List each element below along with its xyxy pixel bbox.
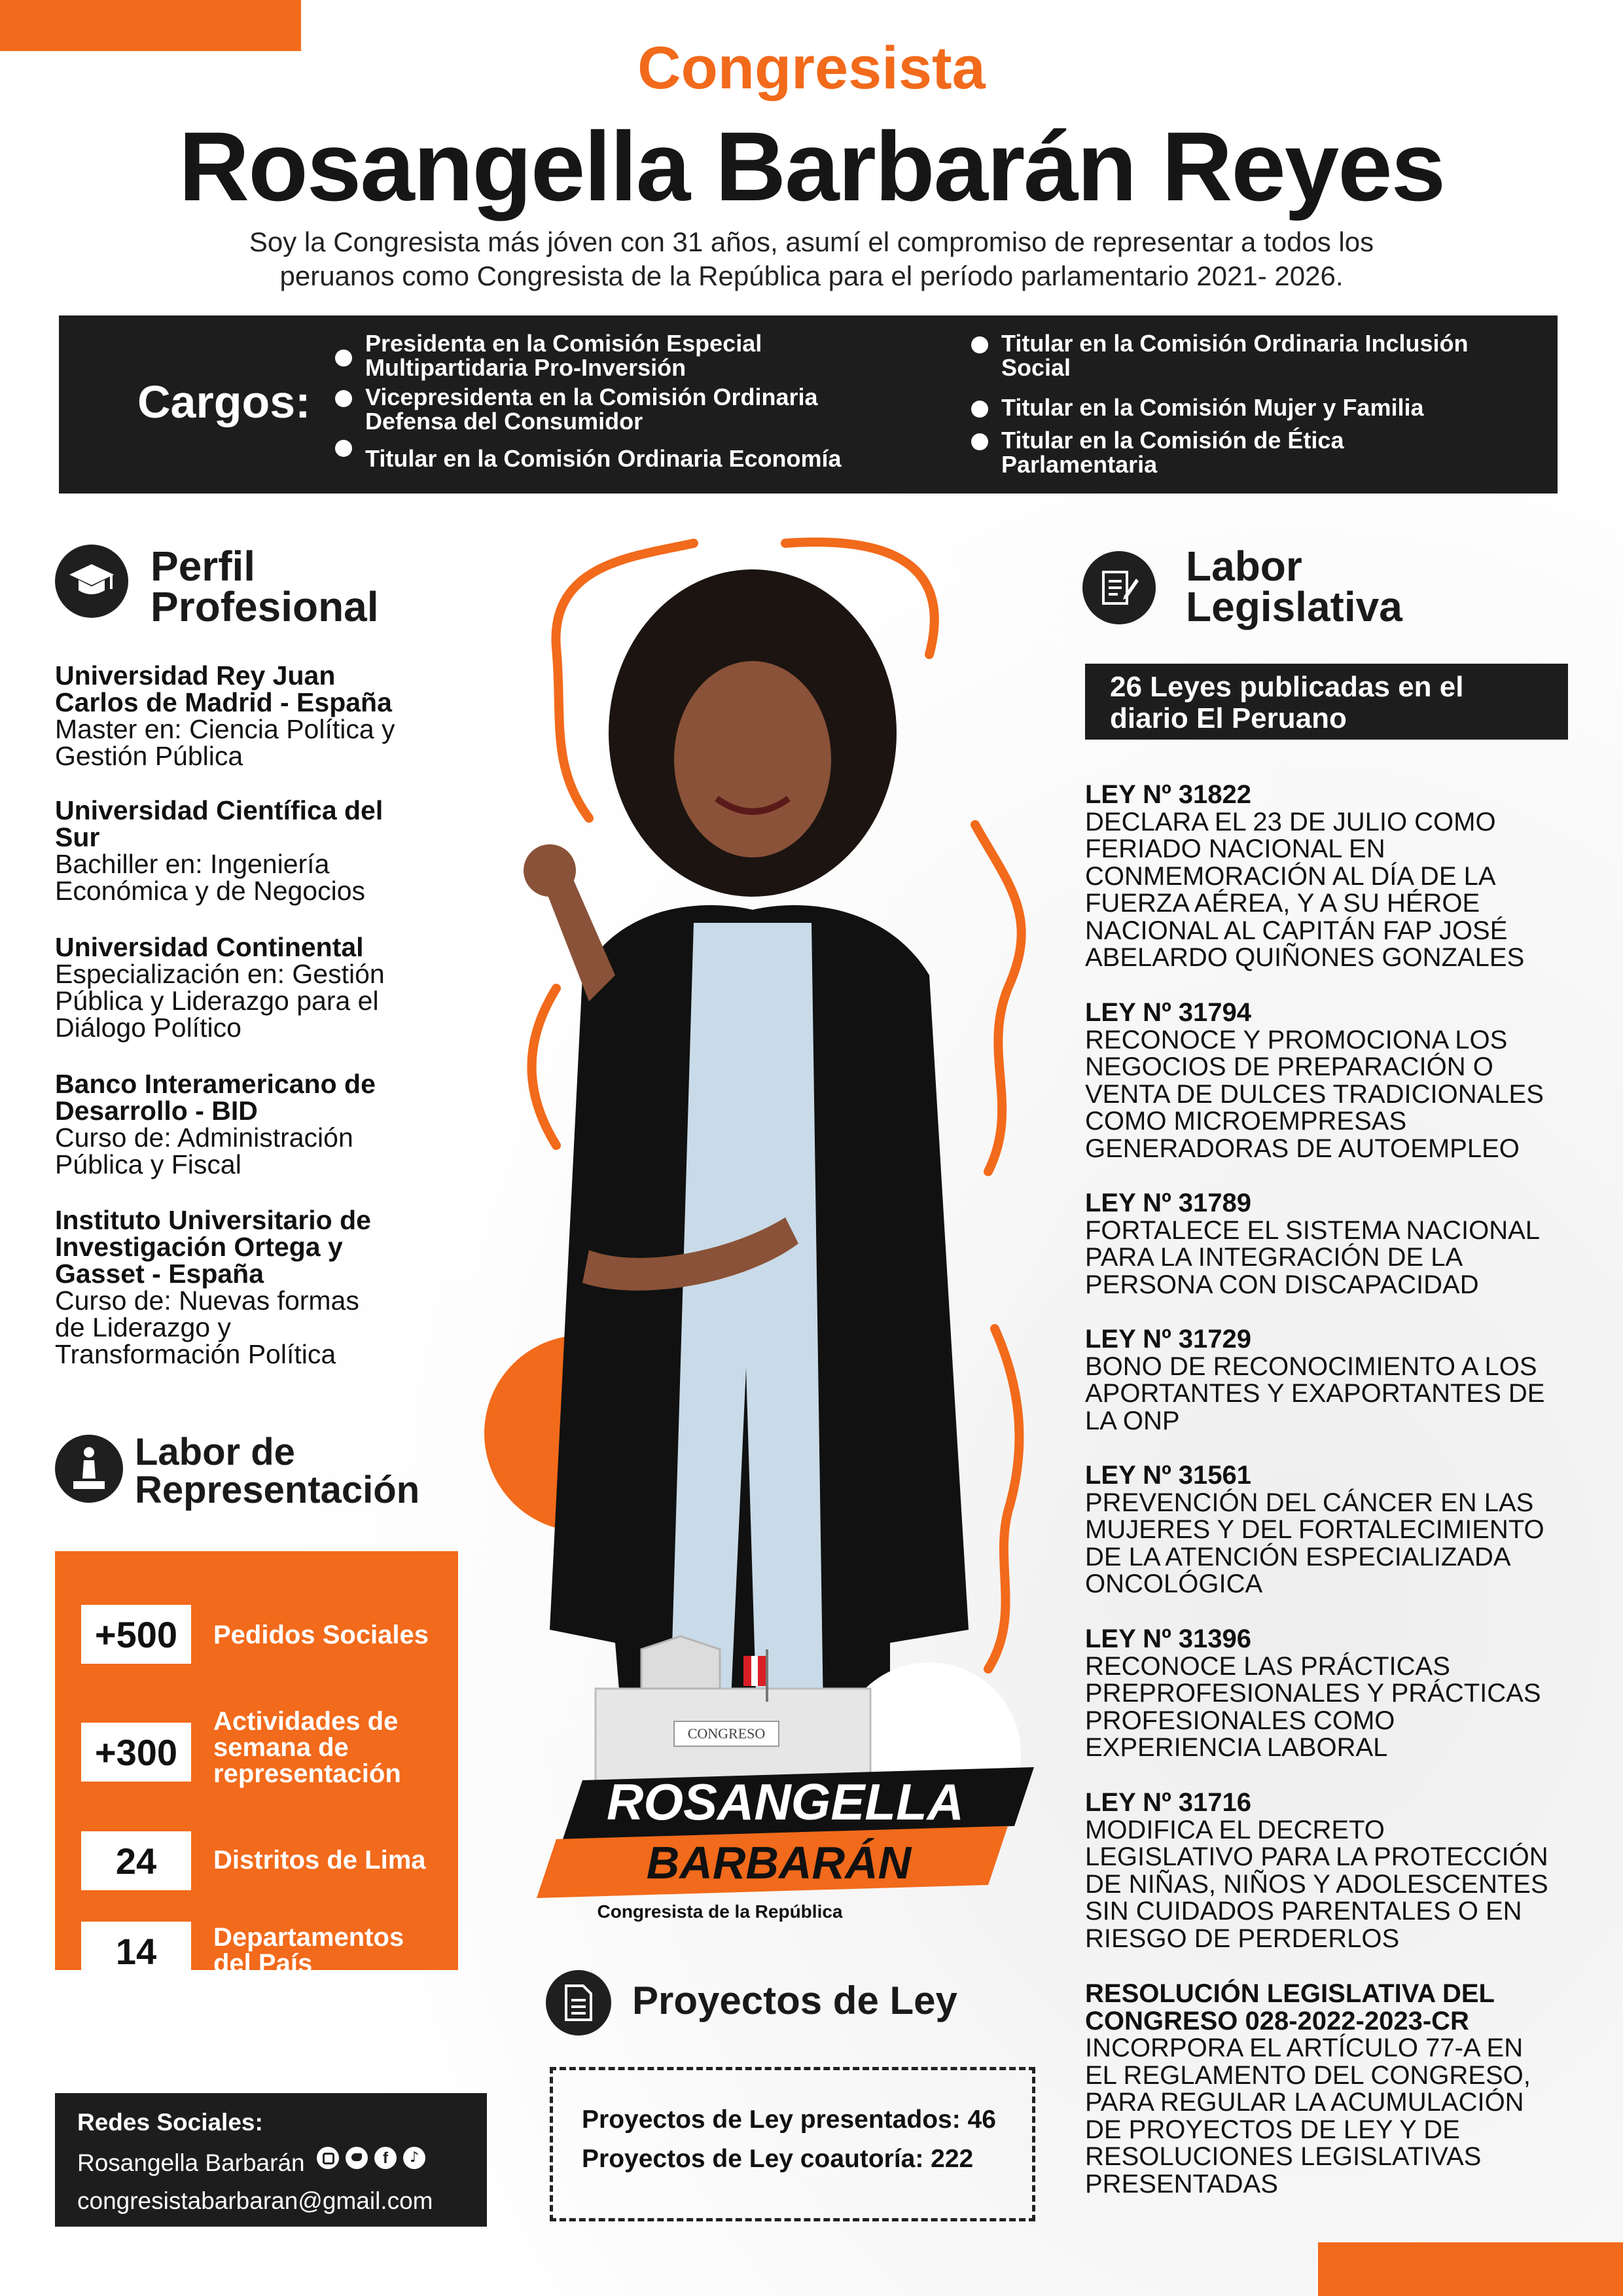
bullet-icon [971,401,988,418]
header-kicker: Congresista [637,35,986,101]
proyectos-title: Proyectos de Ley [632,1979,957,2022]
facebook-icon[interactable]: f [374,2147,397,2169]
stat-label: Departamentos del País [213,1923,404,1978]
cargo-item [365,446,889,471]
education-institution: Banco Interamericano de Desarrollo - BID [55,1069,376,1126]
law-text: INCORPORA EL ARTÍCULO 77-A EN EL REGLAMENTO DEL CONGRESO, PARA REGULAR LA ACUMULACIÓN DE PROYECTOS DE LEY Y DE RESOLUCIONES LEGISLATIVAS PRESENTADAS [1085,2034,1531,2198]
education-item [55,934,435,1041]
tiktok-icon[interactable]: ♪ [403,2147,425,2169]
representacion-title-line: Labor de [135,1431,295,1473]
cargo-item [365,385,863,433]
cargo-text: Titular en la Comisión Ordinaria Economía [365,445,842,472]
law-text: FORTALECE EL SISTEMA NACIONAL PARA LA INTEGRACIÓN DE LA PERSONA CON DISCAPACIDAD [1085,1215,1539,1299]
law-text: PREVENCIÓN DEL CÁNCER EN LAS MUJERES Y DEL FORTALECIMIENTO DE LA ATENCIÓN ESPECIALIZADA ONCOLÓGICA [1085,1488,1544,1598]
cargos-band [59,315,1558,493]
badge-line1: ROSANGELLA [607,1773,964,1831]
legislativa-title-line: Legislativa [1186,583,1402,630]
podium-person-icon [55,1435,123,1503]
bullet-icon [335,350,352,367]
flag-stripe [751,1656,758,1686]
bullet-icon [971,433,988,450]
page-title: Rosangella Barbarán Reyes [178,111,1445,221]
face-shape [674,661,831,857]
corner-accent-bottom-right [1318,2242,1623,2296]
legislativa-title [1186,543,1402,630]
law-text: MODIFICA EL DECRETO LEGISLATIVO PARA LA PROTECCIÓN DE NIÑAS, NIÑOS Y ADOLESCENTES SIN CUIDADOS PARENTALES O EN RIESGO DE PERDERLOS [1085,1815,1548,1953]
edit-document-icon [1082,551,1156,624]
badge-subtitle: Congresista de la República [597,1901,843,1922]
law-number: RESOLUCIÓN LEGISLATIVA DEL CONGRESO 028-2022-2023-CR [1085,1979,1495,2036]
law-item [1085,1190,1556,1299]
law-number: LEY Nº 31789 [1085,1189,1252,1217]
law-item [1085,1326,1556,1435]
law-item [1085,999,1556,1162]
twitter-icon[interactable] [346,2147,368,2169]
proyectos-coautoria: Proyectos de Ley coautoría: 222 [582,2145,974,2173]
law-item [1085,1981,1556,2198]
legislativa-title-line: Labor [1186,543,1302,590]
perfil-title [151,543,379,630]
cargo-item [365,331,784,380]
education-detail: Curso de: Nuevas formas de Liderazgo y Transformación Política [55,1285,359,1369]
perfil-title-line: Perfil [151,543,256,590]
education-institution: Universidad Rey Juan Carlos de Madrid - España [55,660,392,717]
graduation-cap-icon [55,545,128,618]
stat-value: 14 [81,1922,191,1981]
social-handle: Rosangella Barbarán [77,2149,305,2176]
cargo-text: Titular en la Comisión Mujer y Familia [1001,394,1424,421]
stat-value: +300 [81,1723,191,1782]
instagram-icon[interactable] [317,2147,339,2169]
badge-line2: BARBARÁN [646,1837,912,1888]
education-institution: Universidad Científica del Sur [55,795,383,852]
social-panel [55,2093,487,2227]
law-item [1085,1462,1556,1598]
representacion-title-line: Representación [135,1469,420,1511]
education-detail: Master en: Ciencia Política y Gestión Pública [55,714,395,771]
document-icon [546,1970,611,2036]
intro-text [118,225,1505,293]
law-number: LEY Nº 31561 [1085,1461,1252,1490]
cargo-item [1001,428,1420,476]
hand-shape [524,844,576,897]
leyes-highlight [1085,664,1568,740]
law-number: LEY Nº 31716 [1085,1788,1252,1817]
cargos-label: Cargos: [137,376,311,427]
flag-pole [766,1649,768,1702]
cargo-item [1001,331,1486,380]
education-detail: Especialización en: Gestión Pública y Liderazgo para el Diálogo Político [55,959,385,1043]
bullet-icon [335,440,352,457]
education-item [55,662,421,770]
law-text: BONO DE RECONOCIMIENTO A LOS APORTANTES Y EXAPORTANTES DE LA ONP [1085,1352,1545,1435]
proyectos-box [550,2067,1035,2221]
bullet-icon [971,336,988,353]
name-badge [510,1610,1060,1931]
social-title: Redes Sociales: [77,2109,263,2136]
education-item [55,1071,421,1178]
stat-value: +500 [81,1605,191,1664]
stat-label: Actividades de semana de representación [213,1707,401,1788]
social-email[interactable]: congresistabarbaran@gmail.com [77,2187,433,2214]
perfil-title-line: Profesional [151,583,379,630]
cargo-item [1001,395,1486,420]
law-number: LEY Nº 31729 [1085,1325,1252,1354]
leyes-highlight-text: 26 Leyes publicadas en el diario El Peruano [1110,671,1464,734]
law-item [1085,781,1556,972]
social-icons [317,2147,425,2169]
law-item [1085,1626,1556,1762]
cargo-text: Titular en la Comisión Ordinaria Inclusión Social [1001,330,1469,381]
stat-label: Pedidos Sociales [213,1621,429,1649]
proyectos-presentados: Proyectos de Ley presentados: 46 [582,2106,996,2134]
education-item [55,797,408,905]
law-text: RECONOCE Y PROMOCIONA LOS NEGOCIOS DE PREPARACIÓN O VENTA DE DULCES TRADICIONALES COMO MICROEMPRESAS GENERADORAS DE AUTOEMPLEO [1085,1025,1544,1163]
bullet-icon [335,390,352,407]
intro-line: peruanos como Congresista de la República para el período parlamentario 2021- 2026. [279,260,1344,291]
law-item [1085,1789,1556,1952]
education-institution: Instituto Universitario de Investigación Ortega y Gasset - España [55,1205,371,1289]
intro-line: Soy la Congresista más jóven con 31 años, asumí el compromiso de representar a todos los [249,226,1374,257]
cargo-text: Presidenta en la Comisión Especial Multipartidaria Pro-Inversión [365,330,762,381]
law-number: LEY Nº 31396 [1085,1624,1252,1653]
building-text: CONGRESO [687,1725,766,1742]
education-institution: Universidad Continental [55,932,364,962]
education-detail: Bachiller en: Ingeniería Económica y de Negocios [55,849,366,906]
education-item [55,1207,395,1368]
stat-label: Distritos de Lima [213,1846,426,1874]
cargo-text: Titular en la Comisión de Ética Parlamentaria [1001,427,1344,478]
representacion-title [135,1433,419,1509]
stat-value: 24 [81,1831,191,1890]
law-text: RECONOCE LAS PRÁCTICAS PREPROFESIONALES Y PRÁCTICAS PROFESIONALES COMO EXPERIENCIA LABORAL [1085,1651,1541,1762]
stats-panel [55,1551,458,1978]
law-number: LEY Nº 31794 [1085,998,1252,1027]
law-text: DECLARA EL 23 DE JULIO COMO FERIADO NACIONAL EN CONMEMORACIÓN AL DÍA DE LA FUERZA AÉREA, Y A SU HÉROE NACIONAL AL CAPITÁN FAP JOSÉ ABELARDO QUIÑONES GONZALES [1085,807,1525,972]
cargo-text: Vicepresidenta en la Comisión Ordinaria Defensa del Consumidor [365,384,818,435]
education-detail: Curso de: Administración Pública y Fiscal [55,1122,353,1179]
law-number: LEY Nº 31822 [1085,780,1252,809]
building-dome [641,1636,720,1689]
